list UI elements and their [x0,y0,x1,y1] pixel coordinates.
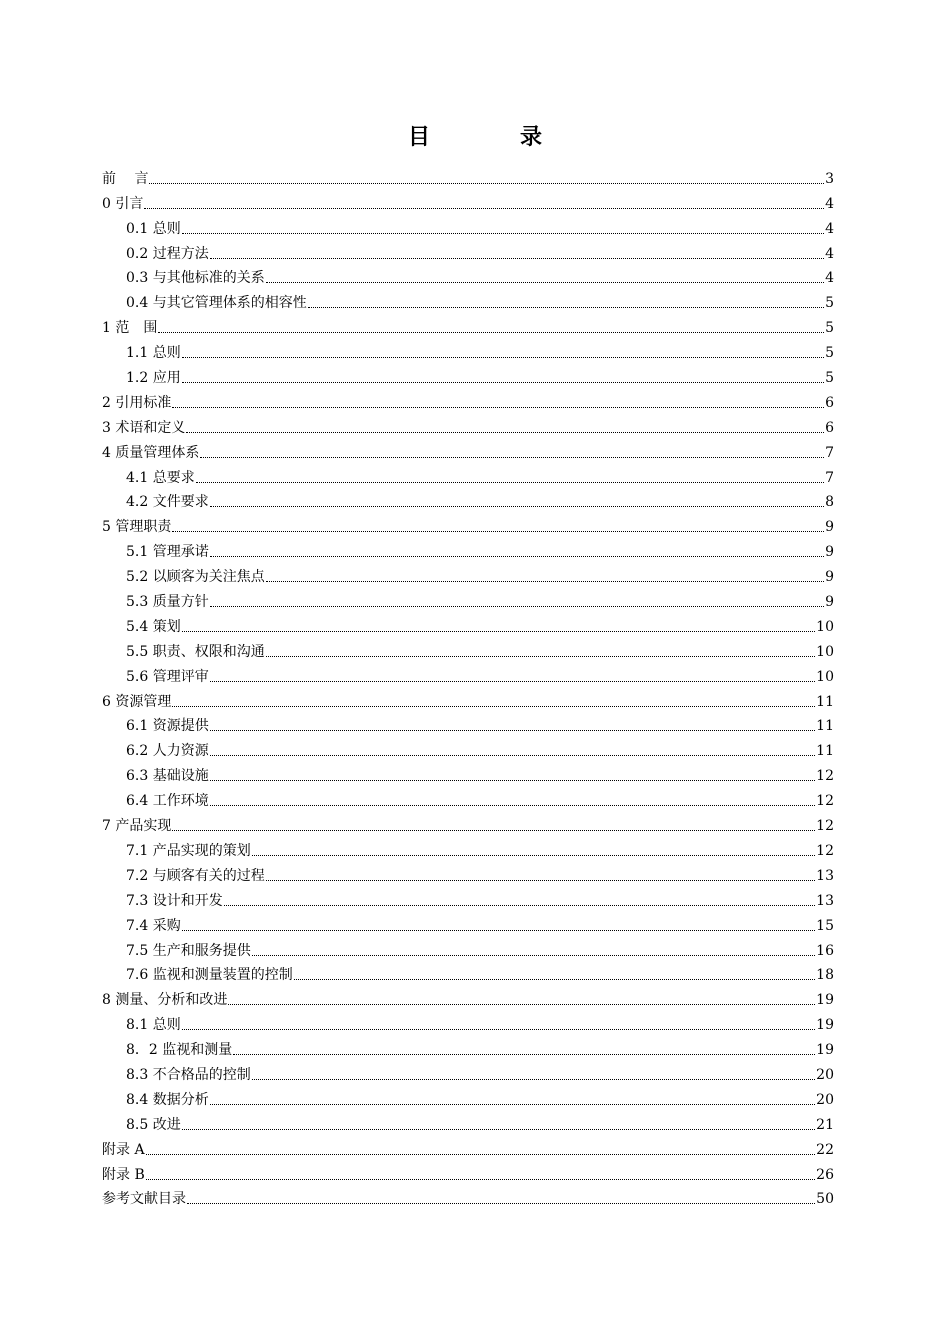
toc-entry[interactable] [102,885,834,910]
toc-dot-leader [182,356,824,358]
toc-entry-page-number: 5 [825,345,834,362]
toc-entry[interactable] [102,188,834,213]
toc-dot-leader [149,182,824,184]
toc-entry-label: 7 产品实现 [102,818,172,835]
toc-entry-label: 0 引言 [102,195,144,212]
toc-entry-page-number: 20 [816,1091,834,1108]
toc-entry-label: 1.1 总则 [126,345,181,362]
toc-entry[interactable] [102,586,834,611]
toc-dot-leader [210,555,824,557]
toc-entry-page-number: 11 [816,743,834,760]
toc-entry-label: 8．2 监视和测量 [126,1042,233,1059]
toc-entry-label: 0.1 总则 [126,220,181,237]
toc-dot-leader [308,306,824,308]
toc-entry-label: 3 术语和定义 [102,419,186,436]
toc-entry-label: 1 范 围 [102,320,158,337]
toc-entry[interactable] [102,536,834,561]
toc-entry-label: 8.4 数据分析 [126,1091,209,1108]
toc-entry-label: 附录 A [102,1141,145,1158]
toc-entry-page-number: 8 [825,494,834,511]
toc-entry-label: 8.1 总则 [126,1017,181,1034]
toc-entry[interactable] [102,1059,834,1084]
toc-entry-page-number: 5 [825,320,834,337]
toc-dot-leader [182,381,824,383]
toc-dot-leader [266,580,824,582]
toc-entry[interactable] [102,1134,834,1159]
toc-dot-leader [182,232,824,234]
toc-entry[interactable] [102,387,834,412]
toc-entry-page-number: 10 [816,618,834,635]
toc-entry-page-number: 22 [816,1141,834,1158]
toc-entry-page-number: 5 [825,295,834,312]
toc-entry-label: 1.2 应用 [126,370,181,387]
toc-entry-page-number: 9 [825,544,834,561]
toc-dot-leader [224,904,815,906]
toc-dot-leader [210,605,824,607]
toc-dot-leader [210,505,824,507]
toc-entry[interactable] [102,287,834,312]
toc-dot-leader [196,481,824,483]
toc-dot-leader [266,879,815,881]
toc-dot-leader [252,1078,815,1080]
toc-dot-leader [172,705,815,707]
page-title: 目 录 [407,125,576,150]
toc-dot-leader [210,680,815,682]
toc-entry[interactable] [102,735,834,760]
toc-entry[interactable] [102,1034,834,1059]
toc-entry[interactable] [102,711,834,736]
toc-entry[interactable] [102,362,834,387]
toc-entry-page-number: 15 [816,917,834,934]
toc-entry[interactable] [102,511,834,536]
toc-entry-label: 4 质量管理体系 [102,444,200,461]
toc-entry-page-number: 7 [825,444,834,461]
toc-entry-page-number: 21 [816,1116,834,1133]
toc-dot-leader [146,1178,815,1180]
toc-entry-page-number: 3 [825,170,834,187]
toc-entry-page-number: 26 [816,1166,834,1183]
toc-entry[interactable] [102,412,834,437]
toc-entry-page-number: 5 [825,370,834,387]
toc-entry-page-number: 11 [816,718,834,735]
toc-entry-label: 0.4 与其它管理体系的相容性 [126,295,307,312]
toc-dot-leader [210,729,815,731]
toc-entry-page-number: 6 [825,419,834,436]
toc-dot-leader [172,829,815,831]
toc-entry[interactable] [102,661,834,686]
toc-dot-leader [182,929,815,931]
toc-entry[interactable] [102,1109,834,1134]
toc-dot-leader [172,406,824,408]
toc-entry-label: 4.2 文件要求 [126,494,209,511]
toc-entry-page-number: 9 [825,594,834,611]
toc-entry[interactable] [102,810,834,835]
toc-dot-leader [187,1202,815,1204]
toc-entry-page-number: 20 [816,1066,834,1083]
toc-dot-leader [266,281,824,283]
toc-entry[interactable] [102,1084,834,1109]
toc-entry[interactable] [102,636,834,661]
toc-entry-label: 5.2 以顾客为关注焦点 [126,569,265,586]
toc-entry-label: 5.6 管理评审 [126,668,209,685]
toc-entry-page-number: 12 [816,818,834,835]
toc-dot-leader [210,779,815,781]
toc-entry-page-number: 18 [816,967,834,984]
toc-entry[interactable] [102,1159,834,1184]
toc-entry[interactable] [102,984,834,1009]
toc-entry[interactable] [102,437,834,462]
toc-dot-leader [210,1103,815,1105]
toc-entry-label: 7.4 采购 [126,917,181,934]
toc-dot-leader [210,804,815,806]
toc-dot-leader [233,1053,815,1055]
toc-entry-label: 8 测量、分析和改进 [102,992,228,1009]
toc-entry[interactable] [102,163,834,188]
toc-entry[interactable] [102,935,834,960]
toc-entry-label: 6.4 工作环境 [126,793,209,810]
toc-entry-page-number: 10 [816,668,834,685]
toc-entry-page-number: 13 [816,892,834,909]
toc-entry-label: 8.5 改进 [126,1116,181,1133]
toc-entry-label: 7.2 与顾客有关的过程 [126,867,265,884]
toc-entry[interactable] [102,312,834,337]
toc-entry-page-number: 12 [816,793,834,810]
toc-entry-page-number: 4 [825,270,834,287]
toc-entry-page-number: 19 [816,1042,834,1059]
toc-entry-label: 7.3 设计和开发 [126,892,223,909]
toc-entry[interactable] [102,1009,834,1034]
toc-dot-leader [210,754,815,756]
toc-entry[interactable] [102,213,834,238]
toc-entry-label: 5.3 质量方针 [126,594,209,611]
toc-entry-page-number: 19 [816,992,834,1009]
toc-entry-page-number: 16 [816,942,834,959]
toc-entry-label: 前 言 [102,170,149,187]
toc-entry[interactable] [102,910,834,935]
toc-dot-leader [266,655,815,657]
toc-entry[interactable] [102,760,834,785]
toc-entry[interactable] [102,238,834,263]
toc-dot-leader [186,431,824,433]
toc-entry-page-number: 4 [825,245,834,262]
toc-entry[interactable] [102,960,834,985]
toc-entry-label: 4.1 总要求 [126,469,195,486]
toc-entry-page-number: 12 [816,768,834,785]
toc-dot-leader [210,257,824,259]
toc-entry-page-number: 9 [825,569,834,586]
toc-entry-page-number: 6 [825,394,834,411]
toc-entry-page-number: 19 [816,1017,834,1034]
toc-entry-label: 6.3 基础设施 [126,768,209,785]
toc-dot-leader [252,954,815,956]
toc-entry-page-number: 9 [825,519,834,536]
toc-entry[interactable] [102,487,834,512]
toc-entry-page-number: 10 [816,643,834,660]
toc-entry-label: 6.2 人力资源 [126,743,209,760]
toc-entry-label: 5.5 职责、权限和沟通 [126,643,265,660]
toc-entry-label: 7.6 监视和测量装置的控制 [126,967,293,984]
table-of-contents [102,163,834,1208]
toc-entry-label: 7.1 产品实现的策划 [126,842,251,859]
toc-entry-page-number: 7 [825,469,834,486]
toc-entry[interactable] [102,337,834,362]
toc-dot-leader [182,1028,815,1030]
toc-entry-label: 5.1 管理承诺 [126,544,209,561]
toc-entry-page-number: 4 [825,220,834,237]
toc-entry-label: 参考文献目录 [102,1191,186,1208]
toc-entry-page-number: 13 [816,867,834,884]
toc-entry-label: 0.2 过程方法 [126,245,209,262]
toc-entry-label: 7.5 生产和服务提供 [126,942,251,959]
toc-entry[interactable] [102,860,834,885]
toc-entry[interactable] [102,785,834,810]
toc-dot-leader [144,207,824,209]
toc-entry-label: 6.1 资源提供 [126,718,209,735]
toc-entry-label: 5.4 策划 [126,618,181,635]
toc-dot-leader [252,854,815,856]
toc-dot-leader [228,1003,815,1005]
toc-entry[interactable] [102,835,834,860]
toc-entry-label: 6 资源管理 [102,693,172,710]
toc-dot-leader [158,331,824,333]
toc-dot-leader [182,1128,815,1130]
toc-dot-leader [172,530,824,532]
toc-entry-page-number: 11 [816,693,834,710]
toc-entry-label: 0.3 与其他标准的关系 [126,270,265,287]
toc-entry-label: 8.3 不合格品的控制 [126,1066,251,1083]
toc-entry[interactable] [102,263,834,288]
toc-entry[interactable] [102,686,834,711]
toc-entry[interactable] [102,462,834,487]
toc-entry-page-number: 50 [816,1191,834,1208]
toc-entry[interactable] [102,611,834,636]
toc-dot-leader [294,978,815,980]
toc-entry[interactable] [102,1184,834,1209]
toc-dot-leader [146,1153,816,1155]
toc-entry-label: 2 引用标准 [102,394,172,411]
toc-entry-page-number: 12 [816,842,834,859]
toc-entry-page-number: 4 [825,195,834,212]
toc-entry[interactable] [102,561,834,586]
toc-dot-leader [182,630,815,632]
toc-dot-leader [200,456,824,458]
toc-entry-label: 5 管理职责 [102,519,172,536]
toc-entry-label: 附录 B [102,1166,145,1183]
